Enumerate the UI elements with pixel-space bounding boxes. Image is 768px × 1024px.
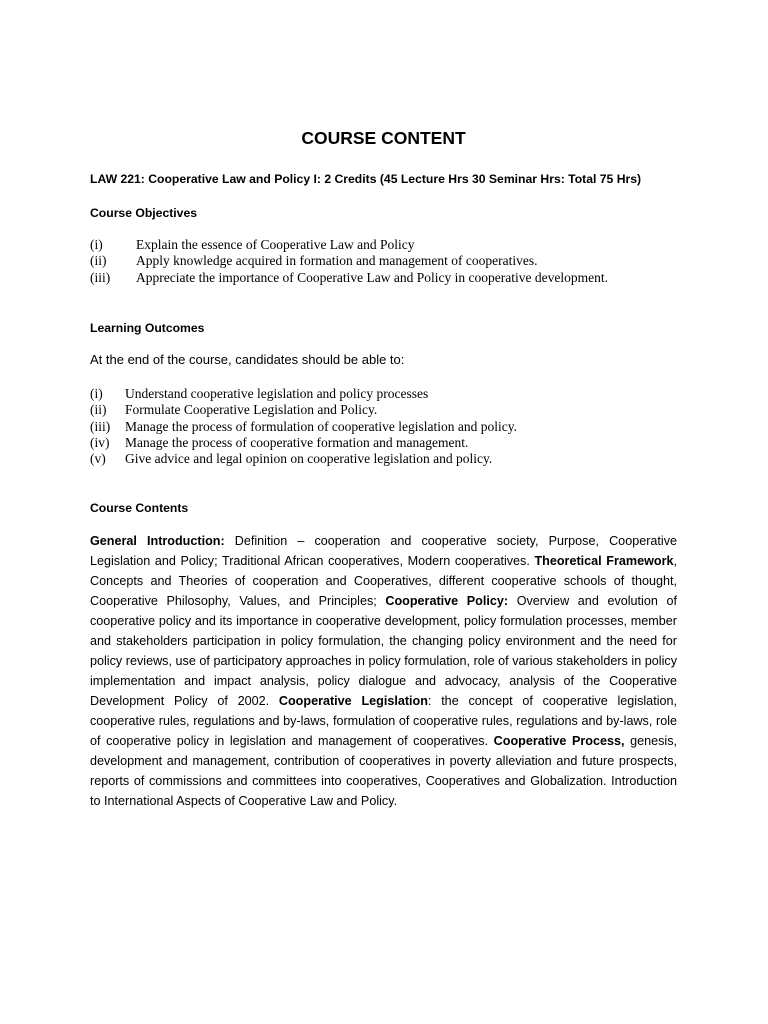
item-text: Formulate Cooperative Legislation and Policy. <box>125 402 378 418</box>
list-item <box>90 253 608 269</box>
outcomes-list <box>90 386 517 467</box>
item-text: Explain the essence of Cooperative Law and Policy <box>136 237 415 252</box>
item-number: (i) <box>90 386 103 401</box>
section-text: Overview and evolution of cooperative policy and its importance in cooperative development, policy formulation processes, member and stakeholders participation in policy formulation, the changing policy environment and the need for policy reviews, use of participatory approaches in policy formulation, role of various stakeholders in policy implementation and impact analysis, policy dialogue and advocacy, analysis of the Cooperative Development Policy of 2002. <box>90 594 677 708</box>
item-number: (iv) <box>90 434 110 450</box>
course-code-line: LAW 221: Cooperative Law and Policy I: 2 Credits (45 Lecture Hrs 30 Seminar Hrs: Total 75 Hrs) <box>90 172 642 186</box>
page-title: COURSE CONTENT <box>301 128 466 148</box>
list-item <box>90 402 517 418</box>
outcomes-intro: At the end of the course, candidates should be able to: <box>90 352 405 367</box>
outcomes-heading: Learning Outcomes <box>90 321 205 335</box>
list-item <box>90 451 517 467</box>
section-label-cooperative-process: Cooperative Process, <box>493 734 625 748</box>
item-number: (ii) <box>90 402 107 418</box>
section-label-theoretical-framework: Theoretical Framework <box>534 554 674 568</box>
course-contents-paragraph <box>90 531 677 811</box>
item-number: (i) <box>90 237 103 252</box>
section-text: Definition – cooperation and cooperative society, Purpose, Cooperative Legislation and Policy; Traditional African cooperatives, Modern cooperatives. <box>90 534 677 568</box>
list-item <box>90 419 517 435</box>
list-item <box>90 435 517 451</box>
list-item <box>90 270 608 286</box>
item-text: Apply knowledge acquired in formation and management of cooperatives. <box>136 253 538 269</box>
item-text: Manage the process of cooperative formation and management. <box>125 434 469 450</box>
item-text: Give advice and legal opinion on cooperative legislation and policy. <box>125 451 493 467</box>
section-text: genesis, development and management, contribution of cooperatives in poverty alleviation and future prospects, reports of commissions and committees into cooperatives, Cooperatives and Globalization. Introduction to International Aspects of Cooperative Law and Policy. <box>90 734 677 808</box>
section-label-general-introduction: General Introduction: <box>90 534 225 548</box>
section-label-cooperative-policy: Cooperative Policy: <box>385 594 509 608</box>
section-text: , Concepts and Theories of cooperation and Cooperatives, different cooperative schools of thought, Cooperative Philosophy, Values, and Principles; <box>90 554 677 608</box>
objectives-list <box>90 237 608 286</box>
item-text: Appreciate the importance of Cooperative Law and Policy in cooperative development. <box>136 269 608 285</box>
item-number: (ii) <box>90 253 107 269</box>
contents-heading: Course Contents <box>90 501 189 515</box>
item-number: (iii) <box>90 269 111 285</box>
item-text: Understand cooperative legislation and policy processes <box>125 386 429 401</box>
section-text: : the concept of cooperative legislation, cooperative rules, regulations and by-laws, formulation of cooperative rules, regulations and by-laws, role of cooperative policy in legislation and management of cooperatives. <box>90 694 677 748</box>
list-item <box>90 237 608 253</box>
section-label-cooperative-legislation: Cooperative Legislation <box>278 694 428 708</box>
item-text: Manage the process of formulation of cooperative legislation and policy. <box>125 418 518 434</box>
list-item <box>90 386 517 402</box>
item-number: (v) <box>90 451 106 467</box>
item-number: (iii) <box>90 418 111 434</box>
objectives-heading: Course Objectives <box>90 206 198 220</box>
